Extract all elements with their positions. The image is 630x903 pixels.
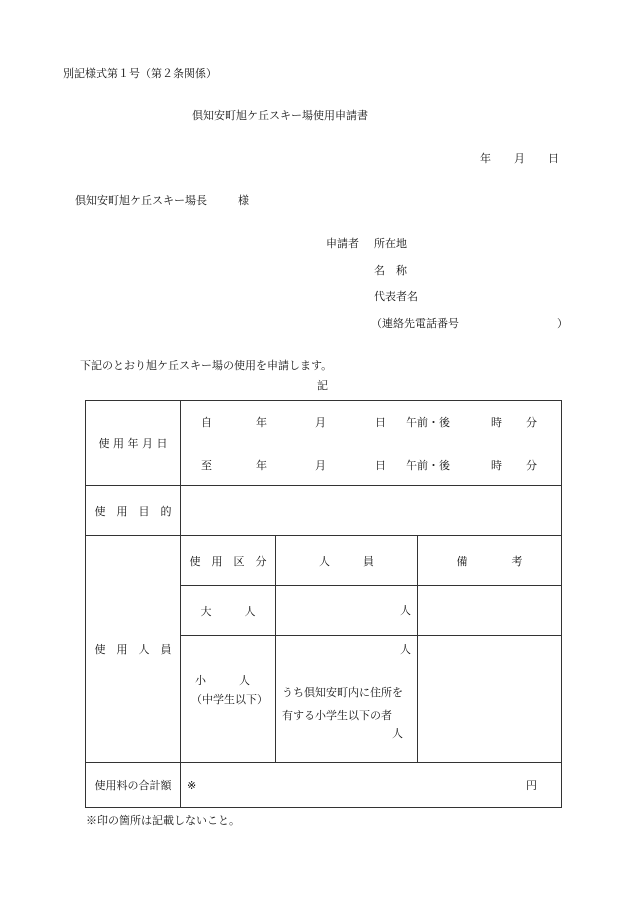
- date-year: 年: [480, 152, 491, 165]
- resident-line2: 有する小学生以下の者: [282, 709, 392, 722]
- application-table: [85, 400, 562, 808]
- applicant-phone-open: （連絡先電話番号: [371, 317, 459, 330]
- to-day: 日: [375, 459, 386, 472]
- document-title: 倶知安町旭ケ丘スキー場使用申請書: [192, 109, 368, 122]
- to-ampm: 午前・後: [406, 459, 450, 472]
- addressee: 倶知安町旭ケ丘スキー場長: [75, 194, 207, 207]
- fee-field: [181, 763, 562, 808]
- to-hour: 時: [491, 459, 502, 472]
- purpose-label: 使 用 目 的: [86, 486, 181, 536]
- to-minute: 分: [526, 459, 537, 472]
- fee-unit: 円: [526, 779, 538, 792]
- intro-text: 下記のとおり旭ケ丘スキー場の使用を申請します。: [80, 359, 333, 372]
- applicant-address: 所在地: [374, 237, 407, 250]
- addressee-suffix: 様: [238, 194, 249, 207]
- from-minute: 分: [526, 416, 537, 429]
- child-count-field[interactable]: [276, 636, 418, 763]
- from-day: 日: [375, 416, 386, 429]
- applicant-label: 申請者: [326, 237, 359, 250]
- ki-heading: 記: [317, 379, 328, 392]
- resident-line1: うち倶知安町内に住所を: [282, 686, 403, 699]
- resident-unit: 人: [392, 727, 403, 740]
- from-year: 年: [256, 416, 267, 429]
- applicant-representative: 代表者名: [374, 290, 418, 303]
- child-unit: 人: [400, 643, 411, 656]
- from-label: 自: [201, 416, 212, 429]
- applicant-name: 名 称: [374, 264, 407, 277]
- child-label-cell: [181, 636, 276, 763]
- to-year: 年: [256, 459, 267, 472]
- footnote: ※印の箇所は記載しないこと。: [86, 814, 240, 827]
- people-label: 使 用 人 員: [86, 536, 181, 763]
- adult-count-field[interactable]: [276, 586, 418, 636]
- date-row-content: [181, 401, 562, 486]
- form-number: 別記様式第１号（第２条関係）: [63, 67, 217, 80]
- adult-unit: 人: [400, 604, 411, 617]
- child-note: （中学生以下）: [191, 693, 268, 706]
- to-label: 至: [201, 459, 212, 472]
- adult-remarks-field[interactable]: [418, 586, 562, 636]
- applicant-phone-close: ）: [557, 317, 568, 330]
- col-remarks-header: 備 考: [418, 536, 562, 586]
- from-ampm: 午前・後: [406, 416, 450, 429]
- to-month: 月: [315, 459, 326, 472]
- date-month: 月: [514, 152, 525, 165]
- child-label: 小 人: [195, 674, 250, 687]
- child-remarks-field[interactable]: [418, 636, 562, 763]
- from-month: 月: [315, 416, 326, 429]
- purpose-field[interactable]: [181, 486, 562, 536]
- fee-label: 使用料の合計額: [86, 763, 181, 808]
- date-day: 日: [548, 152, 559, 165]
- fee-mark: ※: [187, 779, 197, 792]
- adult-label: 大 人: [181, 586, 276, 636]
- from-hour: 時: [491, 416, 502, 429]
- col-category-header: 使 用 区 分: [181, 536, 276, 586]
- col-people-header: 人 員: [276, 536, 418, 586]
- date-row-label: 使 用 年 月 日: [86, 401, 181, 486]
